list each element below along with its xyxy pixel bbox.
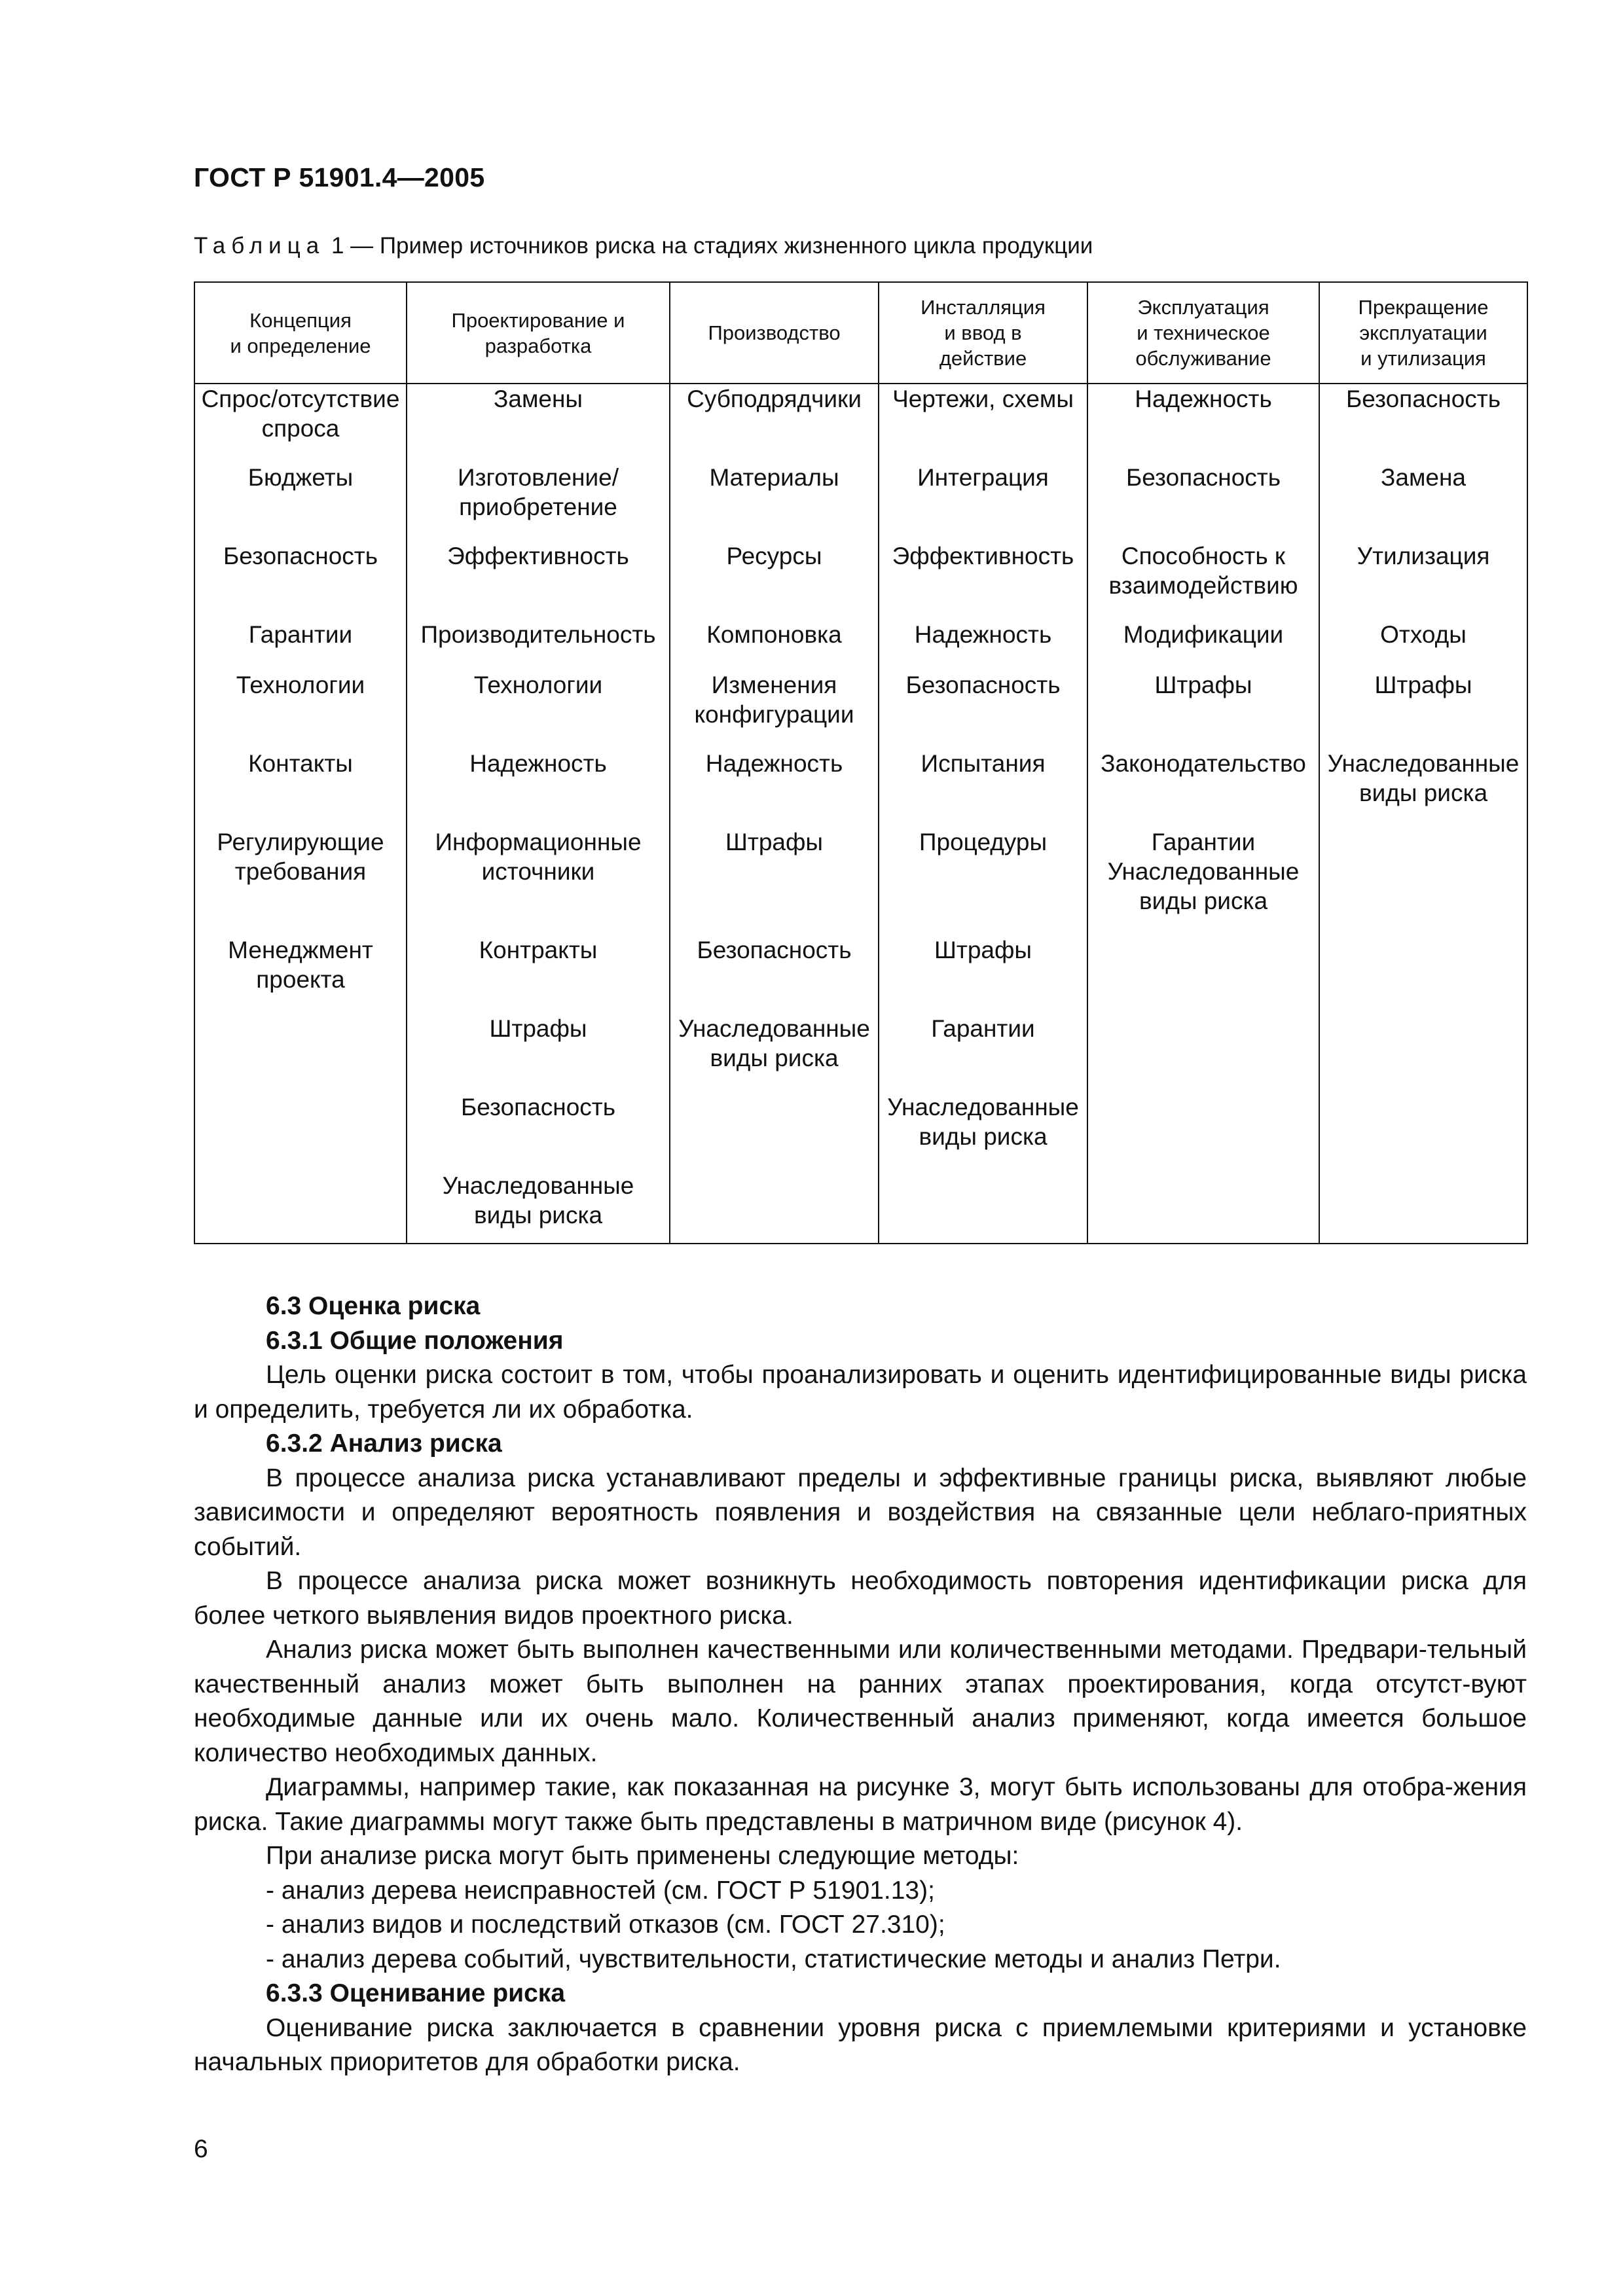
table-cell: Технологии [473, 672, 603, 698]
header-production: Производство [670, 282, 879, 384]
table-cell: Менеджмент проекта [228, 937, 373, 993]
table-cell: Штрафы [725, 829, 824, 855]
paragraph: При анализе риска могут быть применены следующие методы: [266, 1842, 1019, 1870]
paragraph: В процессе анализа риска может возникнуть необходимость повторения идентификации риска для более четкого выявления видов проектного риска. [194, 1567, 1527, 1630]
table-cell: Способность к взаимодействию [1108, 543, 1298, 599]
column-design [407, 384, 670, 1244]
table-cell: Штрафы [489, 1015, 587, 1042]
table-cell: Контракты [479, 937, 598, 963]
table-cell: Утилизация [1357, 543, 1490, 569]
table-cell: Безопасность [460, 1094, 616, 1121]
table-cell: Материалы [709, 464, 839, 491]
table-cell: Надежность [1135, 386, 1272, 412]
table-caption-label: Таблица [194, 233, 325, 259]
table-cell: Безопасность [697, 937, 852, 963]
document-header: ГОСТ Р 51901.4—2005 [194, 162, 485, 192]
table-caption [194, 233, 1093, 259]
column-disposal [1319, 384, 1527, 1244]
table-cell: Штрафы [1374, 672, 1472, 698]
table-cell: Гарантии Унаследованные виды риска [1107, 829, 1300, 914]
table-cell: Унаследованные виды риска [442, 1172, 634, 1229]
table-cell: Штрафы [934, 937, 1032, 963]
table-cell: Испытания [921, 750, 1046, 777]
table-cell: Бюджеты [247, 464, 354, 491]
column-production [670, 384, 879, 1244]
list-item: - анализ дерева неисправностей (см. ГОСТ Р 51901.13); [266, 1876, 935, 1905]
table-cell: Эффективность [447, 543, 629, 569]
table-cell: Изменения конфигурации [694, 672, 854, 728]
table-cell: Отходы [1380, 621, 1467, 648]
paragraph: Анализ риска может быть выполнен качественными или количественными методами. Предвари-тельный качественный анализ может быть выполнен на ранних этапах проектирования, когда отсутст-вуют необходимые данные или их очень мало. Количественный анализ применяют, когда имеется большое количество необходимых данных. [194, 1636, 1527, 1767]
column-concept [194, 384, 407, 1244]
section-heading-6-3-3: 6.3.3 Оценивание риска [266, 1979, 566, 2007]
table-cell: Производительность [420, 621, 656, 648]
header-disposal: Прекращение эксплуатации и утилизация [1319, 282, 1527, 384]
table-cell: Эффективность [892, 543, 1074, 569]
page-number: 6 [194, 2135, 208, 2163]
section-heading-6-3-1: 6.3.1 Общие положения [266, 1326, 564, 1355]
table-cell: Информационные источники [435, 829, 642, 885]
table-cell: Субподрядчики [687, 386, 862, 412]
table-cell: Технологии [236, 672, 365, 698]
table-cell: Процедуры [919, 829, 1048, 855]
table-cell: Ресурсы [726, 543, 822, 569]
table-cell: Надежность [914, 621, 1052, 648]
header-concept: Концепция и определение [194, 282, 407, 384]
table-cell: Чертежи, схемы [892, 386, 1074, 412]
column-installation [879, 384, 1087, 1244]
header-installation: Инсталляция и ввод в действие [879, 282, 1087, 384]
table-cell: Регулирующие требования [217, 829, 384, 885]
table-cell: Интеграция [917, 464, 1049, 491]
paragraph: Оценивание риска заключается в сравнении уровня риска с приемлемыми критериями и установке начальных приоритетов для обработки риска. [194, 2013, 1527, 2076]
table-cell: Унаследованные виды риска [678, 1015, 870, 1071]
paragraph: Диаграммы, например такие, как показанная на рисунке 3, могут быть использованы для отобра-жения риска. Такие диаграммы могут также быть представлены в матричном виде (рисунок 4). [194, 1773, 1527, 1836]
table-cell: Законодательство [1101, 750, 1306, 777]
table-caption-text: Пример источников риска на стадиях жизненного цикла продукции [379, 233, 1093, 259]
table-cell: Унаследованные виды риска [1327, 750, 1520, 806]
table-cell: Замены [494, 386, 583, 412]
column-operation [1087, 384, 1319, 1244]
table-body-row [194, 384, 1527, 1244]
table-header-row [194, 282, 1527, 384]
header-design: Проектирование и разработка [407, 282, 670, 384]
table-cell: Безопасность [1125, 464, 1281, 491]
table-cell: Штрафы [1154, 672, 1252, 698]
table-cell: Контакты [248, 750, 353, 777]
table-cell: Гарантии [248, 621, 353, 648]
table-cell: Безопасность [1345, 386, 1501, 412]
table-cell: Унаследованные виды риска [887, 1094, 1079, 1150]
table-cell: Гарантии [931, 1015, 1035, 1042]
table-caption-number: 1 — [325, 233, 380, 259]
list-item: - анализ дерева событий, чувствительности, статистические методы и анализ Петри. [266, 1945, 1281, 1973]
list-item: - анализ видов и последствий отказов (см. ГОСТ 27.310); [266, 1910, 945, 1939]
section-heading-6-3-2: 6.3.2 Анализ риска [266, 1429, 502, 1458]
table-cell: Безопасность [223, 543, 378, 569]
table-cell: Компоновка [706, 621, 842, 648]
table-cell: Спрос/отсутствие спроса [201, 386, 400, 442]
table-cell: Надежность [469, 750, 607, 777]
header-operation: Эксплуатация и техническое обслуживание [1087, 282, 1319, 384]
table-cell: Безопасность [905, 672, 1061, 698]
table-cell: Модификации [1123, 621, 1284, 648]
paragraph: Цель оценки риска состоит в том, чтобы проанализировать и оценить идентифицированные виды риска и определить, требуется ли их обработка. [194, 1361, 1527, 1424]
table-cell: Изготовление/ приобретение [457, 464, 619, 520]
table-cell: Замена [1381, 464, 1466, 491]
section-heading-6-3: 6.3 Оценка риска [266, 1292, 481, 1320]
body-text [194, 1289, 1527, 2080]
risk-sources-table [194, 281, 1528, 1244]
table-cell: Надежность [705, 750, 843, 777]
paragraph: В процессе анализа риска устанавливают пределы и эффективные границы риска, выявляют любые зависимости и определяют вероятность появления и воздействия на связанные цели неблаго-приятных событий. [194, 1463, 1527, 1561]
